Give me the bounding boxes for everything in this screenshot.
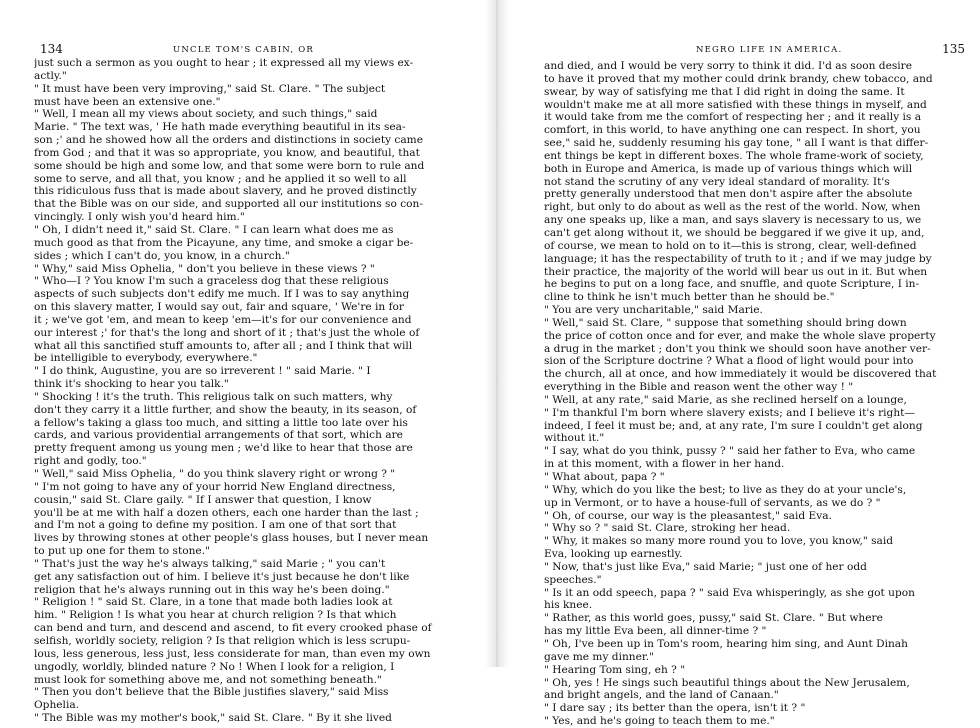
text-line: both in Europe and America, is made up of various things which will bbox=[544, 162, 913, 175]
text-line: a drug in the market ; don't you think we should soon have another ver- bbox=[544, 342, 931, 355]
text-line: " I'm thankful I'm born where slavery exists; and I believe it's right— bbox=[544, 406, 916, 419]
text-line: " I say, what do you think, pussy ? " said her father to Eva, who came bbox=[544, 445, 916, 458]
text-line: " Now, that's just like Eva," said Marie; " just one of her odd bbox=[544, 560, 867, 573]
text-line: a fellow's taking a glass too much, and sitting a little too late over his bbox=[34, 416, 408, 429]
right-page-body bbox=[544, 60, 974, 728]
text-line: of course, we mean to hold on to it—this is strong, clear, well-defined bbox=[544, 239, 917, 252]
text-line: in at this moment, with a flower in her hand. bbox=[544, 458, 785, 471]
text-line: and bright angels, and the land of Canaan." bbox=[544, 689, 779, 702]
text-line: must look for something above me, and not something beneath." bbox=[34, 673, 382, 686]
text-line: must have been an extensive one." bbox=[34, 95, 221, 108]
text-line: has my little Eva been, all dinner-time ? " bbox=[544, 625, 767, 638]
text-line: it ; we've got 'em, and mean to keep 'em—it's for our convenience and bbox=[34, 313, 412, 326]
text-line: comfort, in this world, to have anything one can respect. In short, you bbox=[544, 124, 921, 137]
text-line: " Why," said Miss Ophelia, " don't you believe in these views ? " bbox=[34, 262, 375, 275]
text-line: can't get along without it, we should be beggared if we give it up, and, bbox=[544, 226, 925, 239]
text-line: " Why, which do you like the best; to live as they do at your uncle's, bbox=[544, 483, 907, 496]
right-page bbox=[520, 0, 965, 728]
text-line: from God ; and that it was so appropriate, you know, and beautiful, that bbox=[34, 146, 420, 159]
text-line: and I'm not a going to define my position. I am one of that sort that bbox=[34, 519, 397, 532]
text-line: " Why so ? " said St. Clare, stroking her head. bbox=[544, 522, 791, 535]
text-line: " Well, I mean all my views about society, and such things," said bbox=[34, 108, 378, 121]
text-line: any one speaks up, like a man, and says slavery is necessary to us, we bbox=[544, 214, 922, 227]
text-line: right, but only to do about as well as the rest of the world. Now, when bbox=[544, 201, 921, 214]
right-page-number: 135 bbox=[942, 42, 965, 56]
right-page-header bbox=[520, 0, 965, 56]
text-line: " I do think, Augustine, you are so irreverent ! " said Marie. " I bbox=[34, 365, 371, 378]
text-line: sides ; which I can't do, you know, in a church." bbox=[34, 249, 290, 262]
text-line: just such a sermon as you ought to hear ; it expressed all my views ex- bbox=[34, 57, 414, 69]
text-line: Marie. " The text was, ' He hath made everything beautiful in its sea- bbox=[34, 121, 406, 134]
text-line: it would take from me the comfort of respecting her ; and it really is a bbox=[544, 111, 922, 124]
text-line: actly." bbox=[34, 69, 67, 82]
text-line: can bend and turn, and descend and ascend, to fit every crooked phase of bbox=[34, 622, 432, 635]
text-line: him. " Religion ! Is what you hear at church religion ? Is that which bbox=[34, 609, 397, 622]
text-line: you'll be at me with half a dozen others, each one harder than the last ; bbox=[34, 506, 419, 519]
text-line: don't they carry it a little further, and show the beauty, in its season, of bbox=[34, 403, 417, 416]
text-line: on this slavery matter, I would say out, fair and square, ' We're in for bbox=[34, 301, 404, 314]
text-line: selfish, worldly society, religion ? Is that religion which is less scrupu- bbox=[34, 634, 411, 647]
text-line: this ridiculous fuss that is made about slavery, and he proved distinctly bbox=[34, 185, 417, 198]
text-line: cousin," said St. Clare gaily. " If I answer that question, I know bbox=[34, 493, 372, 506]
text-line: right and godly, too." bbox=[34, 455, 147, 468]
text-line: cards, and various providential arrangements of that sort, which are bbox=[34, 429, 403, 442]
text-line: our interest ;' for that's the long and short of it ; that's just the whole of bbox=[34, 326, 420, 339]
text-line: indeed, I feel it must be; and, at any rate, I'm sure I couldn't get along bbox=[544, 419, 923, 432]
text-line: " Oh, of course, our way is the pleasantest," said Eva. bbox=[544, 509, 832, 522]
text-line: much good as that from the Picayune, any time, and smoke a cigar be- bbox=[34, 236, 414, 249]
text-line: Ophelia. bbox=[34, 699, 80, 712]
text-line: ungodly, worldly, blinded nature ? No ! When I look for a religion, I bbox=[34, 660, 395, 673]
text-line: the price of cotton once and for ever, and make the whole slave property bbox=[544, 329, 936, 342]
left-page bbox=[20, 0, 465, 725]
text-line: gave me my dinner." bbox=[544, 650, 655, 663]
text-line: swear, by way of satisfying me that I did right in doing the same. It bbox=[544, 85, 905, 98]
text-line: Eva, looking up earnestly. bbox=[544, 548, 683, 561]
text-line: without it." bbox=[544, 432, 605, 445]
book-gutter bbox=[485, 0, 509, 667]
text-line: everything in the Bible and reason went the other way ! " bbox=[544, 381, 854, 394]
text-line: that the Bible was on our side, and supported all our institutions so con- bbox=[34, 198, 423, 211]
text-line: to put up one for them to stone." bbox=[34, 545, 210, 558]
text-line: ent things be kept in different boxes. The whole frame-work of society, bbox=[544, 149, 924, 162]
text-line: cline to think he isn't much better than he should be." bbox=[544, 291, 835, 304]
text-line: some should be high and some low, and that some were born to rule and bbox=[34, 159, 425, 172]
text-line: " Is it an odd speech, papa ? " said Eva whisperingly, as she got upon bbox=[544, 586, 915, 599]
text-line: speeches." bbox=[544, 573, 602, 586]
text-line: lous, less generous, less just, less considerate for man, than even my own bbox=[34, 647, 431, 660]
text-line: their practice, the majority of the world will bear us out in it. But when bbox=[544, 265, 928, 278]
text-line: to have it proved that my mother could drink brandy, chew tobacco, and bbox=[544, 72, 933, 85]
text-line: he begins to put on a long face, and snuffle, and quote Scripture, I in- bbox=[544, 278, 920, 291]
text-line: " What about, papa ? " bbox=[544, 471, 665, 483]
text-line: " Yes, and he's going to teach them to me." bbox=[544, 715, 775, 728]
text-line: aspects of such subjects don't edify me much. If I was to say anything bbox=[34, 288, 410, 301]
text-line: son ;' and he showed how all the orders and distinctions in society came bbox=[34, 134, 423, 147]
text-line: " Who—I ? You know I'm such a graceless dog that these religious bbox=[34, 275, 389, 288]
text-line: " Hearing Tom sing, eh ? " bbox=[544, 663, 686, 676]
text-line: his knee. bbox=[544, 599, 593, 612]
text-line: " You are very uncharitable," said Marie. bbox=[544, 304, 763, 317]
text-line: not stand the scrutiny of any very ideal standard of morality. It's bbox=[544, 175, 890, 188]
text-line: sion of the Scripture doctrine ? What a flood of light would pour into bbox=[544, 355, 914, 368]
left-page-body bbox=[34, 57, 474, 725]
text-line: " Oh, I've been up in Tom's room, hearing him sing, and Aunt Dinah bbox=[544, 637, 908, 650]
text-line: pretty generally understood that men don't aspire after the absolute bbox=[544, 188, 913, 201]
text-line: get any satisfaction out of him. I believe it's just because he don't like bbox=[34, 570, 410, 583]
text-line: " Religion ! " said St. Clare, in a tone that made both ladies look at bbox=[34, 596, 393, 609]
text-line: religion that he's always running out in this way he's been doing." bbox=[34, 583, 390, 596]
text-line: " Shocking ! it's the truth. This religious talk on such matters, why bbox=[34, 390, 393, 403]
text-line: " Well," said St. Clare, " suppose that something should bring down bbox=[544, 316, 907, 329]
left-running-head: UNCLE TOM'S CABIN, OR bbox=[173, 45, 314, 55]
text-line: " I dare say ; its better than the opera, isn't it ? " bbox=[544, 702, 806, 715]
text-line: " Why, it makes so many more round you to love, you know," said bbox=[544, 535, 894, 548]
text-line: pretty frequent among us young men ; we'd like to hear that those are bbox=[34, 442, 413, 455]
text-line: language; it has the respectability of truth to it ; and if we may judge by bbox=[544, 252, 932, 265]
text-line: " Then you don't believe that the Bible justifies slavery," said Miss bbox=[34, 686, 389, 699]
left-page-number: 134 bbox=[40, 42, 63, 56]
text-line: see," said he, suddenly resuming his gay tone, " all I want is that differ- bbox=[544, 137, 929, 150]
text-line: vincingly. I only wish you'd heard him." bbox=[34, 211, 245, 224]
text-line: " Oh, yes ! He sings such beautiful things about the New Jerusalem, bbox=[544, 676, 910, 689]
text-line: " The Bible was my mother's book," said St. Clare. " By it she lived bbox=[34, 712, 392, 725]
text-line: " That's just the way he's always talking," said Marie ; " you can't bbox=[34, 557, 386, 570]
text-line: and died, and I would be very sorry to think it did. I'd as soon desire bbox=[544, 60, 913, 72]
left-page-header bbox=[20, 0, 465, 56]
text-line: lives by throwing stones at other people's glass houses, but I never mean bbox=[34, 532, 429, 545]
text-line: be intelligible to everybody, everywhere." bbox=[34, 352, 258, 365]
text-line: " Rather, as this world goes, pussy," said St. Clare. " But where bbox=[544, 612, 883, 625]
text-line: the church, all at once, and how immediately it would be discovered that bbox=[544, 368, 937, 381]
text-line: " Well," said Miss Ophelia, " do you think slavery right or wrong ? " bbox=[34, 468, 396, 480]
text-line: " Oh, I didn't need it," said St. Clare. " I can learn what does me as bbox=[34, 223, 394, 236]
text-line: " It must have been very improving," said St. Clare. " The subject bbox=[34, 82, 386, 95]
text-line: up in Vermont, or to have a house-full of servants, as we do ? " bbox=[544, 496, 881, 509]
text-line: " Well, at any rate," said Marie, as she reclined herself on a lounge, bbox=[544, 393, 907, 406]
text-line: what all this sanctified stuff amounts to, after all ; and I think that will bbox=[34, 339, 413, 352]
text-line: some to serve, and all that, you know ; and he applied it so well to all bbox=[34, 172, 407, 185]
text-line: " I'm not going to have any of your horrid New England directness, bbox=[34, 480, 396, 493]
right-running-head: NEGRO LIFE IN AMERICA. bbox=[696, 45, 843, 55]
text-line: wouldn't make me at all more satisfied with these things in myself, and bbox=[544, 98, 927, 111]
text-line: think it's shocking to hear you talk." bbox=[34, 378, 229, 391]
